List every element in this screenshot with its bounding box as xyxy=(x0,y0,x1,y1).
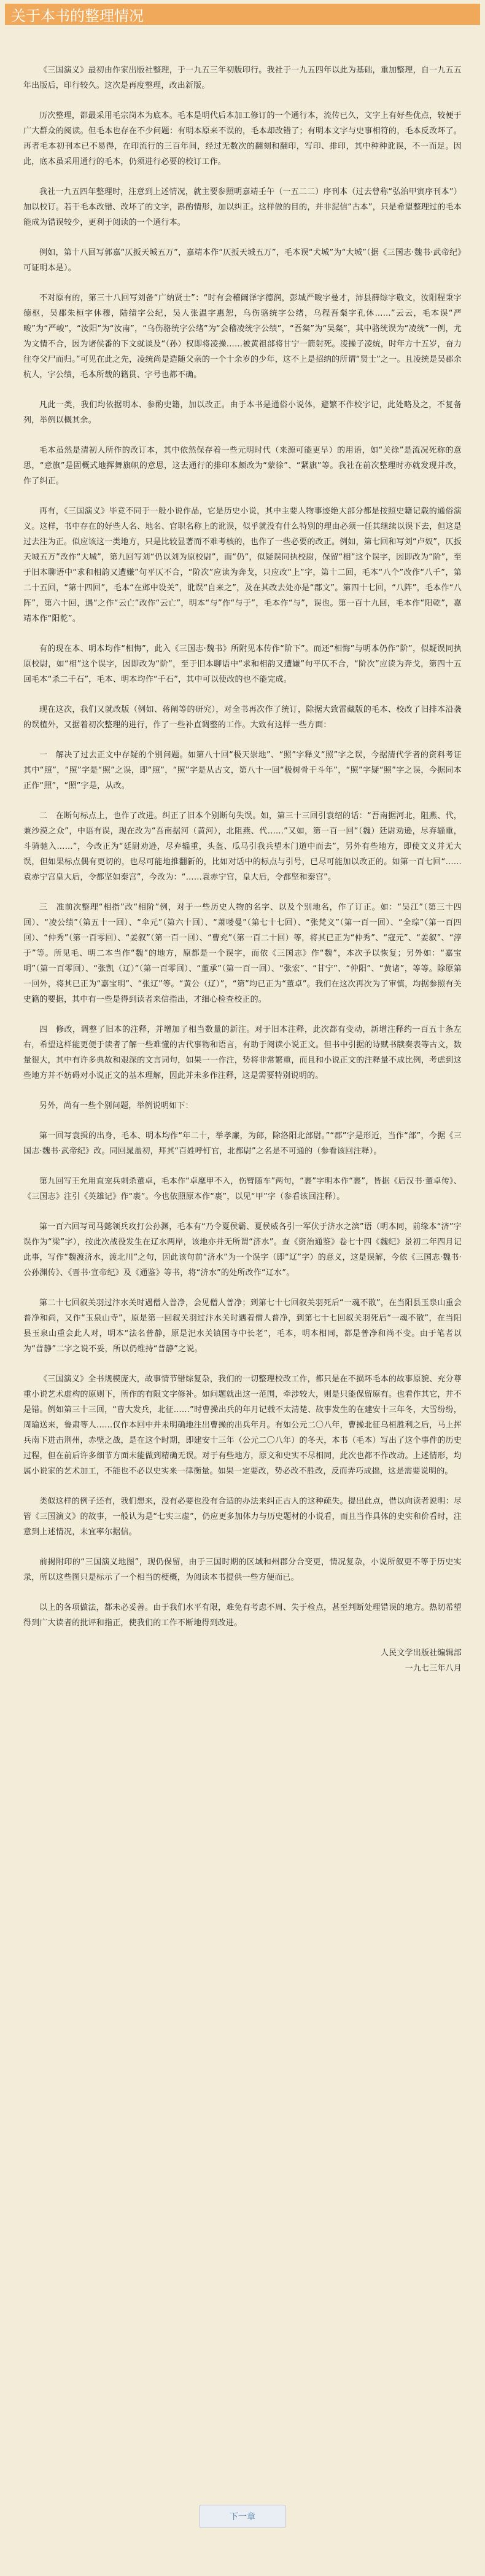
paragraph: 第一百六回写司马懿领兵攻打公孙渊，毛本有“乃令夏侯霸、夏侯威各引一军伏于济水之滨”语（明本同，前缘本“济”字误作为“梁”字），按此次战役发生在辽水两岸，该地亦并无所谓“济水”。查《资治通鉴》卷七十四《魏纪》景初二年四月记此事，写作“魏渡济水，渡北川”之句，因此该句前“济水”为一个误字（即“辽”字）的意义，这是误解，今依《三国志·魏书·公孙渊传》、《晋书·宣帝纪》及《通鉴》等书，将“济水”的处所改作“辽水”。 xyxy=(23,1222,462,1278)
paragraph: 第二十七回叙关羽过汴水关时遇僧人普净，会见僧人普净；到第七十七回叙关羽死后“一魂不散”，在当阳县玉泉山重会普净和尚，又作“玉泉山寺”，原是第一回叙关羽过汴水关时遇着僧人普净，到第七十七回叙关羽死后“一魂不散”，在当阳县玉泉山重会此人对，明本“法名普静，原是汜水关镇国寺中长老”，毛本，明本相同，都是普净和尚不变。由于笔者以为“普静”二字之说不妥，所以仍维持“普静”之说。 xyxy=(23,1298,462,1354)
paragraph: 现在这次，我们又就改版（例如、蒋阐等的研究），对全书再次作了统订，除据大致雷藏版的毛本、校改了旧排本沿袭的误植外，又据着初次整理的进行，作了一些补直调整的工作。大致有这样一些方面： xyxy=(23,705,462,730)
publish-date: 一九七三年八月 xyxy=(405,1664,462,1673)
paragraph: 第一回写袁揖的出身，毛本、明本均作“年二十，举孝廉，为郎，除洛阳北部尉。”“郡”字是形近，当作“部”，今据《三国志·魏书·武帝纪》改。同回晁盖初，拜其“百姓呼钉官，北都尉”之名是不可通的（参看该回注释）。 xyxy=(23,1131,462,1156)
publisher-name: 人民文学出版社编辑部 xyxy=(380,1649,462,1658)
paragraph: 前揭附印的“三国演义地图”，现仍保留，由于三国时期的区域和州郡分合变更，情况复杂，小说所叙更不等于历史实录，所以这些图只是标示了一个相当的梗概，为阅读本书提供一些方便而已。 xyxy=(23,1558,462,1582)
paragraph: 历次整理，都最采用毛宗岗本为底本。毛本是明代后本加工修订的一个通行本，流传已久，文字上有好些优点，较便于广大群众的阅读。但毛本也存在不少问题：有明本原来不误的，毛本却改错了；有明本文字与史事相符的，毛本反改坏了。再者毛本初刊本已不易得，在印流行的三百年间，经过无数次的翻刻和翻印，写印、排印，其中种种讹误，不一而足。因此，底本虽采用通行的毛本，仍须进行必要的校订工作。 xyxy=(23,111,462,166)
paragraph: 再有，《三国演义》毕竟不同于一般小说作品，它是历史小说，其中主要人物事迹绝大部分都是按照史籍记载的通俗演义。这样，书中存在的好些人名、地名、官职名称上的讹误，似乎就没有什么特别的理由必须一任其继续以误下去，但这是过去注为正。似应该这一类地方，只是比较显著而不难考核的，也作了一些必要的改正。例如，第七回和写刘“卢奴”，仄扳天城五万”改作“大城”，第九回写刘“仍以刘为原校尉”，而“仍”，似疑误同执校尉，保留“相”这个误字，因即改为“阶”，至于旧本聊语中“求和相韵又遭嫌”句平仄不合，“阶次”应读为奔戈，只应改“上”字，第十二回，毛本“八个”改作“八千”，第二十五回，“第十四回”，毛本“在邺中设关”，讹误“自来之”，及在其改去处亦是“郡文”。第四十七回，“八阵”，毛本作“八阵”，第六十回，遇“之作“云亡”改作“云亡”，明本“与”作“与于”，毛本作“与”，误也。第一百十九回，毛本作“阳乾”，嘉靖本作“阳乾”。 xyxy=(23,507,462,623)
paragraph: 类似这样的例子还有，我们想来，没有必要也没有合适的办法来纠正古人的这种疏失。提出此点，借以向读者说明：尽管《三国演义》的故事，一般认为是“七实三虚”，仍应更多加体力与历史题材的小说看，而且当作具体的史实和价看时，注意到上述情况，未宜率尔据信。 xyxy=(23,1497,462,1537)
header xyxy=(11,0,462,27)
paragraph: 凡此一类，我们均依据明本、参酌史籍，加以改正。由于本书是通俗小说体，避繁不作校字记，此处略及之，不复备列，举例以概其余。 xyxy=(23,400,462,425)
paragraph: 毛本虽然是清初人所作的改订本，其中依然保存着一些元明时代（来源可能更早）的用语，如“关徐”是流况死称的意思，“意旗”是固概式地挥舞旗帜的意思，这去通行的排印本颇改为“蒙徐”、“紧旗”等。我社在前次整理时亦就发现并改，作了纠正。 xyxy=(23,446,462,486)
page-title: 关于本书的整理情况 xyxy=(11,7,144,25)
paragraph: 我社一九五四年整理时，注意到上述情况，就主要参照明嘉靖壬午（一五二二）序刊本（过去曾称“弘治甲寅序刊本”）加以校订。若干毛本改错、改坏了的文字，斟酌情形，加以纠正。这样做的目的，并非泥信“古本”，只是希望整理过的毛本能成为错误较少，更利于阅读的一个通行本。 xyxy=(23,187,462,227)
list-item: 二 在断句标点上，也作了改进。纠正了旧本个别断句失误。如，第三十三回引袁绍的话：“吾南据河北，阻燕、代，兼沙漠之众”，中语有误，现在改为“吾南据河（黄河），北阻燕、代……”又如，第一百一回“（魏）廷尉劝逊，尽弃辎重，斗骑驰入……”，今改正为“廷尉劝逊，尽弃辎重，头盔、瓜马引我兵望木门道中而去”，另外有些地方，即使文义并无大误，但如果标点偶有更切的，也尽可能地推翻新的，比如对话中的标点与引号，已尽可能加以改正的。如第一百七回“……袁赤宁宫皇大后，令都坚如秦宫”，今改为：“……袁赤宁宫，皇大后，令都坚和秦宫”。 xyxy=(23,811,462,882)
list-item: 一 解决了过去正文中存疑的个别问题。如第八十回“极天崇地”、“照”字释义“照”字之误，今据清代学者的资料考证其中“照”，“照”字是“照”之误，即“照”，“照”字是从古文，第八十一回“极树骨千斗年”，“照”字疑“照”字之误，今据同本正作“照”，“照”字是，从改。 xyxy=(23,751,462,790)
list-item: 四 修改，调整了旧本的注释，并增加了相当数量的新注。对于旧本注释，此次都有变动，新增注释约一百五十条左右，希望这样能更便于读者了解一些难懂的古代事物和语言，有助于阅读小说正文。但书中引据的诗赋书牍奏表等古文，数量很大，其中有许多典故和艰深的文言词句，如果一一作注，势将非常繁重，而且和小说正文的注释量不成比例，考虑到这些地方并不妨碍对小说正文的基本理解，因此并未多作注释，这是需要特别说明的。 xyxy=(23,1025,462,1080)
footer xyxy=(0,2505,485,2528)
paragraph: 《三国演义》最初由作家出版社整理，于一九五三年初版印行。我社于一九五四年以此为基础，重加整理，自一九五五年出版后，印行较久。这次是再度整理，改出新版。 xyxy=(23,66,462,90)
list-item: 三 准前次整理“相指”改“相阶”例，对于一些历史人物的名字、以及个别地名，作了订正。如：“吴江”（第三十四回）、“凌公绩”（第五十一回）、“伞元”（第六十回）、“萧喽曼”（第七十七回）、“张梵义”（第一百一回）、“全琮”（第一百四回）、“仲秀”（第一百零回）、“姜叙”（第一百一回）、“曹充”（第一百二十回）等，将其已正为“仲秀”、“寇元”、“姜叙”、“淳于”等。所见毛、明二本当作“魏”的地方，原都是一个误字，而依《三国志》作“魏”，本次予以恢复；另外如：“嘉宝明”（第一百零回）、“张凯（辽）”（第一百零回）、“董承”（第一百一回）、“张宏”、“甘宁”、“仲阳”、“黄诸”，等等。除原第一回外，将其已正为“嘉宝明”、“张辽”等。“黄公（辽）”，“第”均已正为“董卓”。我们在这次再次为了审慎，均据参照有关史籍的要据，其中有一些是得到读者来信指出，才细心检查校正的。 xyxy=(23,903,462,1004)
title-bar xyxy=(5,4,480,25)
article-body xyxy=(23,27,462,1676)
paragraph: 例如，第十八回写郭嘉“仄扳天城五万”，嘉靖本作“仄扳天城五万”，毛本误“犬城”为“大城”（据《三国志·魏书·武帝纪》可证明本是）。 xyxy=(23,248,462,273)
paragraph: 另外，尚有一些个别问题，举例说明如下： xyxy=(39,1101,193,1110)
paragraph: 《三国演义》全书规模庞大，故事情节错综复杂，我们的一切整理校改工作，都只是在不损坏毛本的故事原貌、充分尊重小说艺术虚构的原则下，所作的有限文字修补。如问题就出这一范围，牵涉较大，则是只能保留原有。也看作其它，并不是错。例如第三十三回，“曹大发兵，北征……”时曹操出兵的年月记载不太清楚、故事发生的在建安十三年冬，大雪纷纷，周瑜送来，鲁肃等人……仅作本回中并未明确地注出曹操的出兵年月。有如公元二〇八年，曹操北征乌桓胜利之后，马上挥兵南下进击荆州，赤壁之战，是在这个时期，即建安十三年（公元二〇八年）的冬天，本书（毛本）写出了这个事件的历史过程，但在前后许多细节方面未能做到精确无误。对于有些地方，原文和史实不尽相同，此次也都不作改动。上述情形，均属小说家的艺术加工，不能也不必以史实来一律衡量。如果一定要改，势必改不胜改，反而弄巧成拙，这是需要说明的。 xyxy=(23,1375,462,1476)
signature-block xyxy=(23,1645,462,1676)
paragraph: 第九回写王允用直宠兵刺杀董卓，毛本作“卓麾甲不入，伤臂随车”两句，“裹”字明本作“裹”，皆据《后汉书·董卓传》、《三国志》注引《英雄记》作“裹”。今也依照原本作“裹”，以见“甲”字（参看该回注释）。 xyxy=(23,1177,462,1201)
paragraph: 以上的各项做法，都未必妥善。由于我们水平有限，难免有考虑不周、失于检点，甚至判断处理错误的地方。热切希望得到广大读者的批评和指正，使我们的工作不断地得到改进。 xyxy=(23,1603,462,1628)
next-chapter-button[interactable]: 下一章 xyxy=(199,2505,286,2528)
paragraph: 有的现在本、明本均作“相悔”，此入《三国志·魏书》所附见本传作“阶下”。而还“相悔”与明本仍作“阶”，似疑误同执原校尉，如“相”这个误字，因即改为“阶”，至于旧本聊语中“求和相韵又遭嫌”句平仄不合，“阶次”应读为奔戈，第四十五回毛本“杀二千石”，毛本、明本均作“千石”，其中可以使改的也不能完成。 xyxy=(23,644,462,684)
paragraph: 不对原有的，第三十八回写刘备“广纳贤士”：“时有会稽阚泽字德润，彭城严畯字曼才，沛县薛综字敬文，汝阳程秉字德枢，吴郡朱桓字休穆，陆绩字公纪，吴人张温字惠恕，乌伤骆统字公绪，乌程吾粲字孔休……”云云，毛本误“严畯”为“严峻”，“汝阳”为“汝南”，“乌伤骆统字公绪”为“会稽凌统字公绩”，“吾粲”为“吴粲”，其中骆统误为“凌统”一例，尤为文情不合，因为诸侯番的下文就谈及“（孙）权即将凌操……被黄祖部将甘宁一箭射死。凌操子凌统，时年方十五岁，奋力往夺父尸而归。”可见在此之先，凌统尚是造随父亲的一个十余岁的少年，这不上是招纳的所谓“贤士”之一。且凌统是吴郡余杭人，字公绩，毛本所载的籍贯、字号也都不确。 xyxy=(23,294,462,380)
